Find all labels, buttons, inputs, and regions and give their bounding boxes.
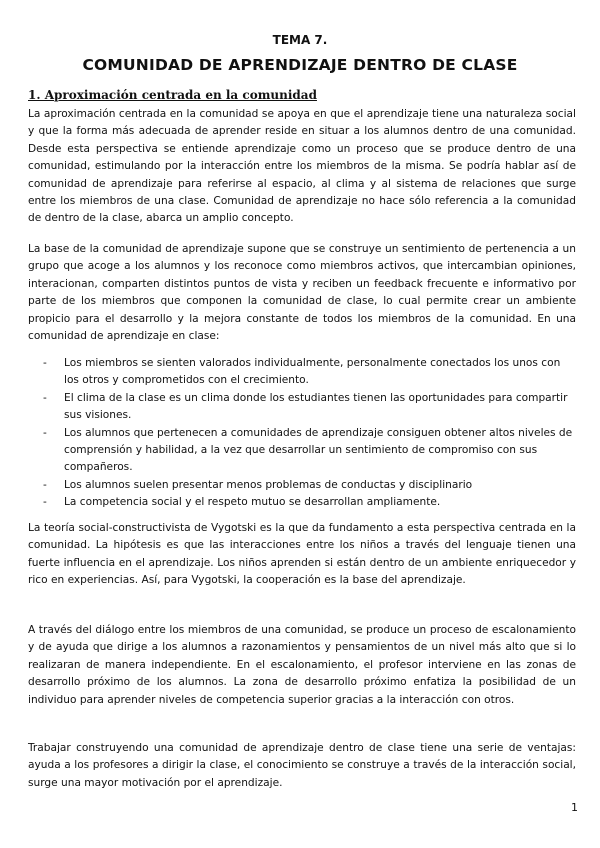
list-item	[40, 425, 576, 477]
section-heading: 1. Aproximación centrada en la comunidad	[28, 88, 317, 102]
document-title: COMUNIDAD DE APRENDIZAJE DENTRO DE CLASE	[82, 56, 518, 74]
paragraph-vygotski: La teoría social-constructivista de Vygotski es la que da fundamento a esta perspectiva centrada en la comunidad. La hipótesis es que las interacciones entre los niños a través del lenguaje tienen una fuerte influencia en el aprendizaje. Los niños aprenden si están dentro de un ambiente enriquecedor y rico en experiencias. Así, para Vygotski, la cooperación es la base del aprendizaje.	[28, 522, 576, 587]
list-item-text: El clima de la clase es un clima donde los estudiantes tienen las oportunidades para compartir sus visiones.	[64, 391, 568, 422]
tema-heading: TEMA 7.	[272, 33, 328, 47]
list-item-text: Los alumnos que pertenecen a comunidades de aprendizaje consiguen obtener altos niveles de comprensión y habilidad, a la vez que desarrollar un sentimiento de compromiso con sus compañeros.	[64, 426, 573, 474]
bullet-marker: -	[43, 478, 47, 491]
list-item	[40, 494, 576, 511]
list-item-text: Los alumnos suelen presentar menos problemas de conductas y disciplinario	[64, 478, 473, 491]
bullet-marker: -	[43, 496, 47, 509]
bullet-marker: -	[43, 426, 47, 439]
list-item-text: La competencia social y el respeto mutuo se desarrollan ampliamente.	[64, 496, 441, 509]
page-number: 1	[571, 801, 578, 814]
bullet-marker: -	[43, 357, 47, 369]
bullet-list	[40, 355, 576, 512]
list-item-text: Los miembros se sienten valorados individualmente, personalmente conectados los unos con los otros y comprometidos con el crecimiento.	[64, 357, 561, 387]
paragraph-escalonamiento: A través del diálogo entre los miembros de una comunidad, se produce un proceso de escalonamiento y de ayuda que dirige a los alumnos a razonamientos y pensamientos de un nivel más alto que si lo realizaran de manera independiente. En el escalonamiento, el profesor interviene en las zonas de desarrollo próximo de los alumnos. La zona de desarrollo próximo enfatiza la posibilidad de un individuo para aprender niveles de competencia superior gracias a la interacción con otros.	[28, 624, 576, 706]
list-item	[40, 390, 576, 425]
paragraph-base-comunidad: La base de la comunidad de aprendizaje supone que se construye un sentimiento de pertenencia a un grupo que acoge a los alumnos y los reconoce como miembros activos, que intercambian opiniones, interacionan, comparten distintos puntos de vista y reciben un feedback frecuente e informativo por parte de los miembros que componen la comunidad de clase, lo cual permite crear un ambiente propicio para el desarrollo y la mejora constante de todos los miembros de la comunidad. En una comunidad de aprendizaje en clase:	[28, 243, 576, 343]
bullet-marker: -	[43, 391, 47, 404]
list-item	[40, 477, 576, 494]
paragraph-ventajas: Trabajar construyendo una comunidad de aprendizaje dentro de clase tiene una serie de ventajas: ayuda a los profesores a dirigir la clase, el conocimiento se construye a través de la interacción social, surge una mayor motivación por el aprendizaje.	[28, 742, 576, 789]
list-item	[40, 355, 576, 390]
paragraph-intro: La aproximación centrada en la comunidad se apoya en que el aprendizaje tiene una naturaleza social y que la forma más adecuada de aprender reside en situar a los alumnos dentro de una comunidad. Desde esta perspectiva se entiende aprendizaje como un proceso que se produce dentro de una comunidad, estimulando por la interacción entre los miembros de la misma. Se podría hablar así de comunidad de aprendizaje para referirse al espacio, al clima y al sistema de relaciones que surge entre los miembros de una clase. Comunidad de aprendizaje no hace sólo referencia a la comunidad de dentro de la clase, abarca un amplio concepto.	[28, 108, 576, 225]
